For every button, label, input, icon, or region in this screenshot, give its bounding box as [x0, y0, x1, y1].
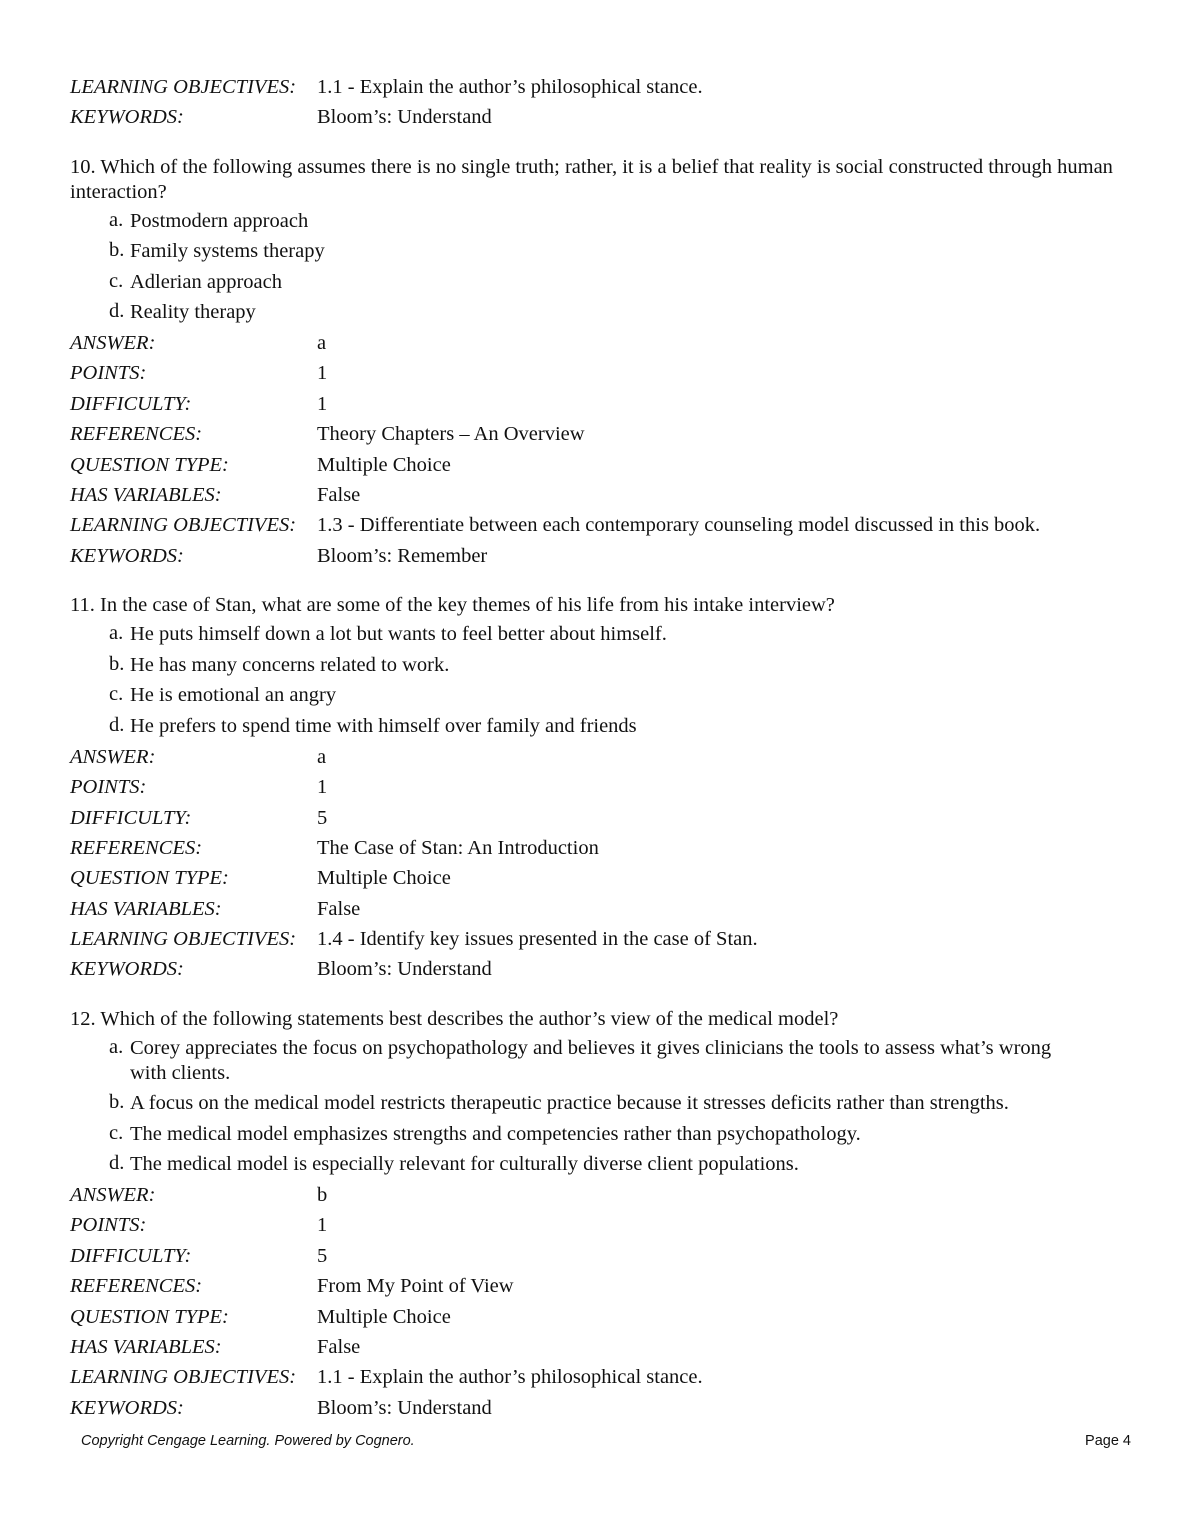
meta-row-has-variables — [70, 1332, 1130, 1362]
meta-value: 1.4 - Identify key issues presented in the case of Stan. — [317, 928, 758, 951]
choice-letter: d. — [109, 713, 125, 736]
meta-row-has-variables — [70, 480, 1130, 510]
meta-value: False — [317, 483, 361, 506]
meta-value: b — [317, 1184, 328, 1207]
choice-b — [109, 651, 1130, 681]
meta-label: KEYWORDS: — [70, 106, 184, 129]
choice-list — [109, 1034, 1130, 1180]
meta-value: Bloom’s: Remember — [317, 544, 488, 567]
choice-text: He has many concerns related to work. — [130, 653, 450, 676]
question-meta — [70, 742, 1130, 985]
meta-row-keywords — [70, 955, 1130, 985]
question-meta — [70, 1180, 1130, 1423]
question-11 — [70, 593, 1130, 985]
meta-row-has-variables — [70, 894, 1130, 924]
meta-row-points — [70, 772, 1130, 802]
meta-label: LEARNING OBJECTIVES: — [70, 1366, 297, 1389]
document-page — [70, 72, 1130, 1423]
meta-value: 5 — [317, 1244, 328, 1267]
meta-label: POINTS: — [70, 362, 147, 385]
meta-label: KEYWORDS: — [70, 544, 184, 567]
choice-a — [109, 620, 1130, 650]
meta-label: POINTS: — [70, 776, 147, 799]
choice-letter: b. — [109, 239, 125, 262]
meta-row-question-type — [70, 1302, 1130, 1332]
choice-letter: b. — [109, 652, 125, 675]
meta-row-points — [70, 359, 1130, 389]
meta-value: 1.3 - Differentiate between each contemporary counseling model discussed in this book. — [317, 514, 1041, 537]
choice-text: Postmodern approach — [130, 209, 309, 232]
meta-row-keywords — [70, 541, 1130, 571]
choice-text: He is emotional an angry — [130, 684, 337, 707]
meta-row-answer — [70, 328, 1130, 358]
choice-letter: b. — [109, 1091, 125, 1114]
choice-a — [109, 1034, 1130, 1089]
meta-value: a — [317, 332, 327, 355]
meta-row-learning-objectives — [70, 511, 1130, 541]
meta-label: REFERENCES: — [70, 1275, 203, 1298]
meta-row-question-type — [70, 864, 1130, 894]
choice-letter: a. — [109, 1036, 124, 1059]
choice-list — [109, 620, 1130, 742]
page-number: Page 4 — [1085, 1433, 1131, 1449]
choice-d — [109, 1150, 1130, 1180]
meta-row-points — [70, 1211, 1130, 1241]
meta-value: Theory Chapters – An Overview — [317, 423, 585, 446]
meta-value: Bloom’s: Understand — [317, 106, 492, 129]
meta-label: QUESTION TYPE: — [70, 867, 229, 890]
meta-label: QUESTION TYPE: — [70, 1305, 229, 1328]
choice-c — [109, 1120, 1130, 1150]
choice-letter: a. — [109, 622, 124, 645]
meta-row-answer — [70, 1180, 1130, 1210]
meta-value: 1.1 - Explain the author’s philosophical stance. — [317, 75, 703, 98]
meta-label: DIFFICULTY: — [70, 806, 192, 829]
choice-a — [109, 207, 1130, 237]
choice-letter: c. — [109, 269, 124, 292]
meta-row-references — [70, 420, 1130, 450]
choice-letter: c. — [109, 1121, 124, 1144]
meta-label: LEARNING OBJECTIVES: — [70, 75, 297, 98]
meta-label: HAS VARIABLES: — [70, 897, 222, 920]
choice-d — [109, 298, 1130, 328]
question-stem: 11. In the case of Stan, what are some of the key themes of his life from his intake interview? — [70, 594, 835, 617]
choice-d — [109, 712, 1130, 742]
meta-row-difficulty — [70, 389, 1130, 419]
choice-letter: a. — [109, 208, 124, 231]
meta-value: The Case of Stan: An Introduction — [317, 836, 599, 859]
meta-row-difficulty — [70, 803, 1130, 833]
choice-c — [109, 681, 1130, 711]
choice-letter: c. — [109, 683, 124, 706]
meta-value: 1 — [317, 1214, 328, 1237]
meta-value: a — [317, 745, 327, 768]
choice-text: A focus on the medical model restricts therapeutic practice because it stresses deficits rather than strengths. — [130, 1092, 1009, 1115]
meta-row-keywords — [70, 1393, 1130, 1423]
choice-text: He puts himself down a lot but wants to feel better about himself. — [130, 623, 667, 646]
meta-label: ANSWER: — [70, 745, 156, 768]
meta-value: False — [317, 897, 361, 920]
meta-row-learning-objectives — [70, 1363, 1130, 1393]
question-stem: 12. Which of the following statements best describes the author’s view of the medical model? — [70, 1008, 839, 1031]
question-12 — [70, 1007, 1130, 1423]
choice-b — [109, 1089, 1130, 1119]
choice-letter: d. — [109, 1151, 125, 1174]
meta-label: HAS VARIABLES: — [70, 483, 222, 506]
copyright-text: Copyright Cengage Learning. Powered by Cognero. — [81, 1433, 415, 1449]
meta-value: 1.1 - Explain the author’s philosophical stance. — [317, 1366, 703, 1389]
meta-row-learning-objectives — [70, 72, 1130, 102]
meta-label: LEARNING OBJECTIVES: — [70, 928, 297, 951]
page-footer — [81, 1433, 1131, 1449]
choice-text: The medical model emphasizes strengths and competencies rather than psychopathology. — [130, 1122, 861, 1145]
meta-value: 5 — [317, 806, 328, 829]
meta-label: QUESTION TYPE: — [70, 453, 229, 476]
meta-label: DIFFICULTY: — [70, 392, 192, 415]
meta-value: False — [317, 1335, 361, 1358]
meta-row-learning-objectives — [70, 924, 1130, 954]
choice-text: The medical model is especially relevant for culturally diverse client populations. — [130, 1152, 799, 1175]
meta-label: REFERENCES: — [70, 836, 203, 859]
meta-value: 1 — [317, 776, 328, 799]
meta-row-answer — [70, 742, 1130, 772]
meta-label: KEYWORDS: — [70, 1396, 184, 1419]
choice-text: Family systems therapy — [130, 240, 325, 263]
meta-label: ANSWER: — [70, 1184, 156, 1207]
top-meta-block — [70, 72, 1130, 133]
meta-label: HAS VARIABLES: — [70, 1335, 222, 1358]
meta-label: REFERENCES: — [70, 423, 203, 446]
choice-text: Corey appreciates the focus on psychopathology and believes it gives clinicians the tools to assess what’s wrong with clients. — [130, 1037, 1052, 1085]
choice-text: Adlerian approach — [130, 270, 282, 293]
meta-label: KEYWORDS: — [70, 958, 184, 981]
meta-value: Multiple Choice — [317, 1305, 451, 1328]
meta-value: Multiple Choice — [317, 867, 451, 890]
meta-value: From My Point of View — [317, 1275, 514, 1298]
question-meta — [70, 328, 1130, 571]
meta-row-keywords — [70, 102, 1130, 132]
choice-letter: d. — [109, 299, 125, 322]
meta-value: Bloom’s: Understand — [317, 1396, 492, 1419]
choice-c — [109, 268, 1130, 298]
meta-label: POINTS: — [70, 1214, 147, 1237]
question-10 — [70, 155, 1130, 572]
meta-value: 1 — [317, 392, 328, 415]
choice-b — [109, 237, 1130, 267]
choice-list — [109, 207, 1130, 329]
meta-row-references — [70, 833, 1130, 863]
meta-label: DIFFICULTY: — [70, 1244, 192, 1267]
meta-row-references — [70, 1272, 1130, 1302]
meta-label: LEARNING OBJECTIVES: — [70, 514, 297, 537]
choice-text: Reality therapy — [130, 300, 256, 323]
meta-value: Bloom’s: Understand — [317, 958, 492, 981]
meta-value: 1 — [317, 362, 328, 385]
meta-label: ANSWER: — [70, 332, 156, 355]
meta-row-difficulty — [70, 1241, 1130, 1271]
meta-row-question-type — [70, 450, 1130, 480]
question-stem: 10. Which of the following assumes there is no single truth; rather, it is a belief that reality is social constructed through human interaction? — [70, 155, 1113, 203]
meta-value: Multiple Choice — [317, 453, 451, 476]
choice-text: He prefers to spend time with himself over family and friends — [130, 714, 637, 737]
